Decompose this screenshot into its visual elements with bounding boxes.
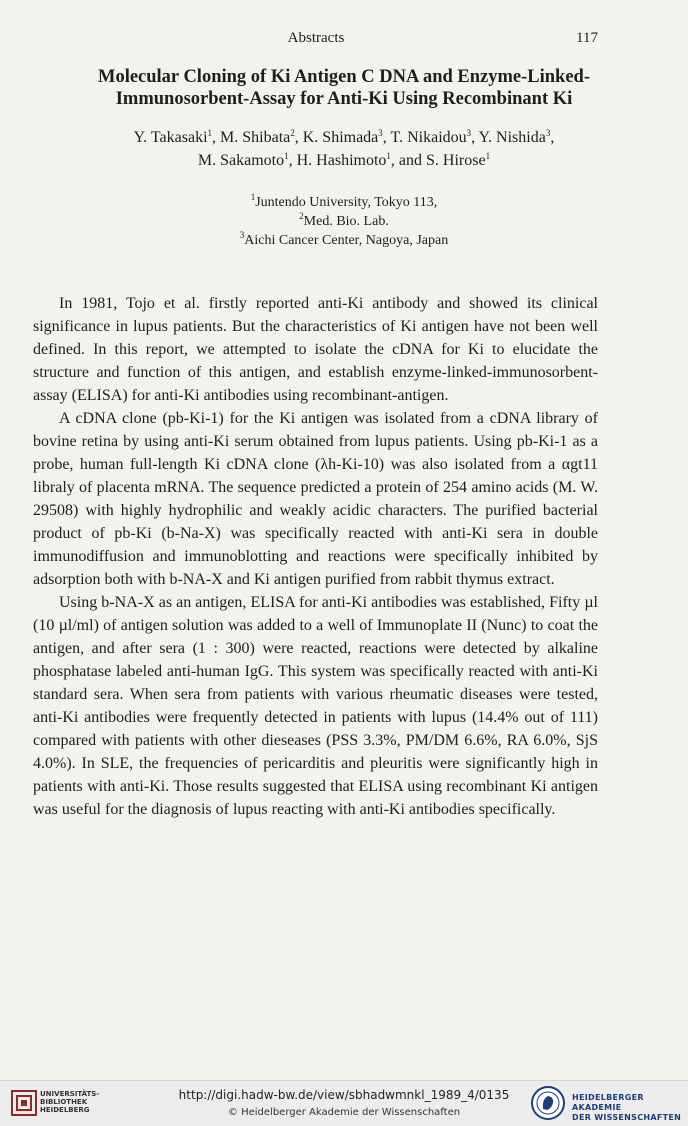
affiliation: $^2$Med. Bio. Lab. [299,211,389,229]
author-affiliation-mark: 2 [290,128,295,138]
author-name: M. Shibata [220,129,291,146]
author-affiliation-mark: 1 [207,128,213,138]
page-number: 117 [576,30,598,46]
title-line: Molecular Cloning of Ki Antigen C DNA and Enzyme-Linked- [97,67,590,87]
author-name: S. Hirose [426,152,486,169]
author-name: K. Shimada [302,129,379,146]
body-paragraph: A cDNA clone (pb-Ki-1) for the Ki antigen was isolated from a cDNA library of bovine retina by using anti-Ki serum obtained from lupus patients. Using pb-Ki-1 as a probe, human full-length Ki cDNA clone (λh-Ki-10) was also isolated from a αgt11 libraly of placenta mRNA. The sequence predicted a protein of 254 amino acids (M. W. 29508) with highly hydrophilic and weakly acidic characters. The purified bacterial product of pb-Ki (b-Na-X) was specifically reacted with anti-Ki sera in double immunodiffusion and immunoblotting and reactions were specifically inhibited by adsorption both with b-NA-X and Ki antigen purified from rabbit thymus extract. [33,410,598,588]
section-name: Abstracts [287,30,345,46]
author-name: Y. Nishida [478,129,546,146]
author-name: H. Hashimoto [296,152,387,169]
copyright-notice: © Heidelberger Akademie der Wissenschaften [227,1107,461,1118]
body-paragraph: In 1981, Tojo et al. firstly reported anti-Ki antibody and showed its clinical significance in lupus patients. But the characteristics of Ki antigen have not been well defined. In this report, we attempted to isolate the cDNA for Ki to elucidate the structure and function of this antigen, and establish enzyme-linked-immunosorbent-assay (ELISA) for anti-Ki antibodies using recombinant-antigen. [33,295,598,404]
author-affiliation-mark: 1 [284,151,289,161]
viewer-footer [0,1080,688,1126]
affiliation: $^3$Aichi Cancer Center, Nagoya, Japan [239,230,449,248]
abstract-body [33,292,598,821]
author-name: M. Sakamoto [197,152,285,169]
running-head [0,30,688,50]
author-name: Y. Takasaki [133,129,208,146]
academy-name: HEIDELBERGER AKADEMIE DER WISSENSCHAFTEN [572,1093,682,1122]
author-name: T. Nikaidou [390,129,467,146]
body-paragraph: Using b-NA-X as an antigen, ELISA for anti-Ki antibodies was established, Fifty µl (10 µl/ml) of antigen solution was added to a well of Immunoplate II (Nunc) to coat the antigen, and after sera (1 : 300) were reacted, reactions were detected by alkaline phosphatase labeled anti-human IgG. This system was specifically reacted with anti-Ki standard sera. When sera from patients with various rheumatic diseases were tested, anti-Ki antibodies were frequently detected in patients with lupus (14.4% out of 111) compared with patients with other dieseases (PSS 3.3%, PM/DM 6.6%, RA 6.0%, SjS 4.0%). In SLE, the frequencies of pericarditis and pleuritis were significantly high in patients with anti-Ki. Those results suggested that ELISA using recombinant Ki antigen was useful for the diagnosis of lupus reacting with anti-Ki antibodies specifically. [33,594,598,818]
author-list [40,126,648,172]
author-affiliation-mark: 3 [378,128,383,138]
academy-seal-icon [530,1085,566,1121]
author-line: Y. Takasaki$^1$, M. Shibata$^2$, K. Shimada$^3$, T. Nikaidou$^3$, Y. Nishida$^3$, [133,128,555,146]
author-affiliation-mark: 3 [466,128,472,138]
author-line: M. Sakamoto$^1$, H. Hashimoto$^1$, and S. Hirose$^1$ [197,151,491,169]
article-title [40,66,648,110]
author-affiliation-mark: 3 [545,128,551,138]
university-library-name: UNIVERSITÄTS- BIBLIOTHEK HEIDELBERG [40,1090,100,1114]
author-affiliation-mark: 1 [386,151,391,161]
affiliation: $^1$Juntendo University, Tokyo 113, [250,192,438,210]
author-affiliation-mark: 1 [485,151,491,161]
title-line: Immunosorbent-Assay for Anti-Ki Using Recombinant Ki [115,89,573,109]
permalink-url[interactable]: http://digi.hadw-bw.de/view/sbhadwmnkl_1989_4/0135 [178,1088,510,1102]
affiliation-list [40,193,648,250]
